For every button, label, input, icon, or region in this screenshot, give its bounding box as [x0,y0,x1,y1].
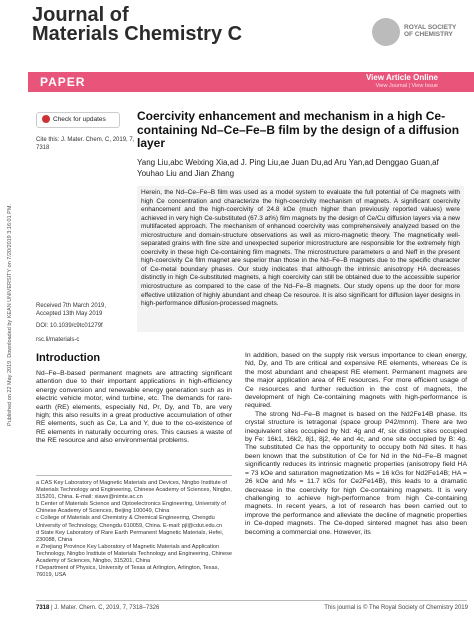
affiliation-item: a CAS Key Laboratory of Magnetic Materials and Devices, Ningbo Institute of Materials Technology and Engineering, Chinese Academy of Sciences, Ningbo, 315201, China. E-mail: xiawx@nimte.ac.cn [36,480,232,501]
check-for-updates-button[interactable] [36,112,120,128]
journal-title [32,6,332,44]
affiliation-item: e Zhejiang Province Key Laboratory of Magnetic Materials and Application Technology, Ningbo Institute of Materials Technology and Engineering, Chinese Academy of Sciences, Ningbo, 315201, China [36,543,233,565]
check-for-updates-label: Check for updates [53,116,106,123]
abstract [137,186,464,332]
footer-divider [36,600,467,601]
journal-title-line1: Journal of [32,4,129,26]
intro-paragraph: The strong Nd–Fe–B magnet is based on the Nd2Fe14B phase. Its crystal structure is tetragonal (space group P42/mnm). There are two inequivalent sites occupied by Nd: 4g and 4f, six distinct sites occupied by Fe: 16k1, 16k2, 8j1, 8j2, 4e and 4c, and one site occupied by B: 4g. The substituted Ce has the opportunity to occupy both Nd sites. It has been known that the substitution of Ce for Nd in the Nd–Fe–B magnet significantly reduces its intrinsic magnetic properties (anisotropy field HA = 73 kOe and saturation magnetization Ms = 16 kGs for Nd2Fe14B; HA = 26 kOe and Ms = 11.7 kGs for Ce2Fe14B), this leads to a dramatic decrease in the coercivity for high Ce-containing magnets. It is very challenging to achieve high-performance from high Ce-containing magnets. In recent years, a lot of research has been carried out to improve the performance and alleviate the decline of magnetic properties in Ce-doped magnets. The Ce-doped sintered magnet has also been becoming a commercial one. However, its [245,410,467,536]
intro-paragraph: Nd–Fe–B-based permanent magnets are attracting significant attention due to their important applications in high-efficiency energy conversion and renewable energy generation such as in electric vehicle motor, wind turbine, etc. The demands for rare-earth (RE) elements, especially Nd, Pr, Dy, and Tb, are very high; this also results in a great productive accumulation of other RE elements, such as Ce, La and Y, due to the co-existence of RE elements in naturally occurring ores. This causes a waste of the RE resource and also environmental problems. [36,370,232,445]
cite-this: Cite this: J. Mater. Chem. C, 2019, 7, 7318 [36,137,135,151]
intro-paragraph: In addition, based on the supply risk versus importance to clean energy, Nd, Dy, and Tb are critical and expensive RE elements, whereas Ce is the most abundant and cheapest RE element. Permanent magnets are the major application area of RE resources. For more efficient usage of Ce resources and further reduction in the cost of magnets, the development of high Ce-containing magnets with high-performance is required. [245,352,467,410]
paper-title: Coercivity enhancement and mechanism in a high Ce-containing Nd–Ce–Fe–B film by the design of a diffusion layer [137,109,460,150]
article-type-label: PAPER [40,75,86,89]
accepted-date: Accepted 13th May 2019 [36,311,103,317]
view-journal-issue-links[interactable]: View Journal | View Issue [375,83,438,89]
footer-citation [36,605,159,611]
footer-journal-citation: J. Mater. Chem. C, 2019, 7, 7318–7326 [54,605,160,611]
affiliation-item: c College of Materials and Chemistry & Chemical Engineering, Chengdu University of Technology, Chengdu 610059, China. E-mail: pjl@cdut.edu.cn [36,515,223,529]
intro-right-column [245,352,467,537]
section-heading-introduction: Introduction [36,352,101,364]
journal-short-link[interactable]: rsc.li/materials-c [36,337,80,343]
rsc-logo[interactable] [372,18,468,48]
page-number: 7318 [36,605,50,611]
abstract-text: Herein, the Nd–Ce–Fe–B film was used as a model system to evaluate the full potential of Ce magnets with high Ce concentration and characterize the high-coercivity mechanism of magnets. A significant coercivity enhancement and the high-coercivity of 24.8 kOe (much higher than previously reported values) were achieved in very high Ce-substituted (67.3 at%) film magnets by the design of Ce/Cu diffusion layers via a new multifaceted approach. The mechanism of enhanced coercivity was comprehensively analyzed based on the microstructure and domain-structure observations as well as micro-magnetic theory. The magnetically well-separated grains with fine size and unexpected superior microstructure are responsible for the extremely high coercivity in these high Ce-containing film magnets. The microstructure parameters α and Neff in the present high-coercivity Ce film magnet are superior than those in the Nd–Fe–B magnets due to the specific character of Ce-metal boundary phases. Our study indicates that although the intrinsic anisotropy HA decreases distinctly in high Ce-substituted magnets, a high coercivity can still be obtained due to the accessible superior microstructure as compared to the case of the Nd–Fe–B magnets. Our study opens up the door for more effective utilization of highly abundant and cheap Ce resource. It is also significant for diffusion layer designs in high-performance diffusion-processed magnets. [141,189,460,308]
affiliations [36,480,232,579]
rsc-logo-text: ROYAL SOCIETY OF CHEMISTRY [404,24,457,38]
affiliation-divider [36,475,232,476]
footer-separator: | [51,605,55,611]
intro-left-column [36,370,232,446]
affiliation-item: b Center of Materials Science and Optoelectronics Engineering, University of Chinese Academy of Sciences, Beijing 100049, China [36,501,226,515]
view-article-online-link[interactable]: View Article Online [365,73,438,82]
update-badge-icon [42,115,50,123]
doi-link[interactable]: DOI: 10.1039/c9tc01279f [36,323,103,329]
rsc-seal-icon [372,18,400,46]
received-date: Received 7th March 2019, [36,303,107,309]
footer-copyright: This journal is © The Royal Society of Chemistry 2019 [324,605,468,611]
journal-title-line2: Materials Chemistry C [32,23,243,45]
affiliation-item: f Department of Physics, University of Texas at Arlington, Arlington, Texas, 76019, USA [36,565,219,579]
affiliation-item: d State Key Laboratory of Rare Earth Permanent Magnetic Materials, Hefei, 230088, China [36,529,224,543]
download-watermark: Published on 22 May 2019. Downloaded by KEAN UNIVERSITY on 7/20/2019 3:16:01 PM. [7,204,13,426]
author-list: Yang Liu,abc Weixing Xia,ad J. Ping Liu,ae Juan Du,ad Aru Yan,ad Denggao Guan,af Youhao Liu and Jian Zhang [137,158,439,178]
article-type-banner [28,72,474,92]
